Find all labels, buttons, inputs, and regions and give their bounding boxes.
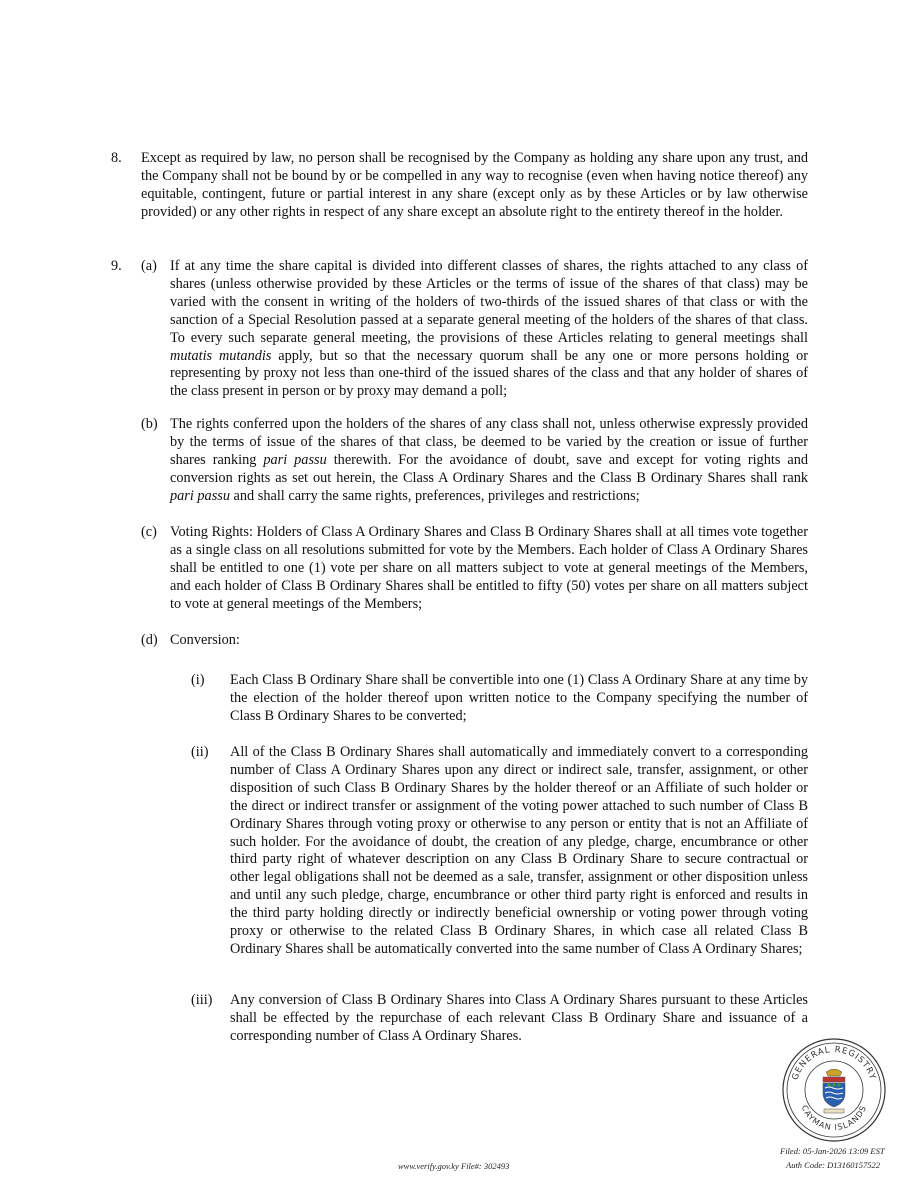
clause-9b-text: The rights conferred upon the holders of the shares of any class shall not, unless otherwise expressly provided by the terms of issue of the shares of that class, be deemed to be varied by the creation or issue of further shares ranking pari passu therewith. For the avoidance of doubt, save and except for voting rights and conversion rights as set out herein, the Class A Ordinary Shares and the Class B Ordinary Shares shall rank pari passu and shall carry the same rights, preferences, privileges and restrictions; xyxy=(170,416,808,504)
clause-9-number: 9. xyxy=(111,258,122,274)
clause-9b-label: (b) xyxy=(141,416,158,432)
footer-filed: Filed: 05-Jan-2026 13:09 EST xyxy=(780,1146,885,1156)
clause-8-text: Except as required by law, no person shall be recognised by the Company as holding any share upon any trust, and the Company shall not be bound by or be compelled in any way to recognise (even when having notice thereof) any equitable, contingent, future or partial interest in any share (except only as by these Articles or by law otherwise provided) or any other rights in respect of any share except an absolute right to the entirety thereof in the holder. xyxy=(141,150,808,220)
clause-9d-ii-label: (ii) xyxy=(191,744,209,760)
clause-9d-iii-label: (iii) xyxy=(191,992,213,1008)
general-registry-seal xyxy=(780,1036,888,1144)
footer-verify: www.verify.gov.ky File#: 302493 xyxy=(398,1161,510,1171)
clause-9d-label: (d) xyxy=(141,632,158,648)
seal-bottom-text: CAYMAN ISLANDS xyxy=(799,1103,869,1133)
clause-9d-i-text: Each Class B Ordinary Share shall be convertible into one (1) Class A Ordinary Share at any time by the election of the holder thereof upon written notice to the Company specifying the number of Class B Ordinary Shares to be converted; xyxy=(230,672,808,724)
clause-9d-ii-text: All of the Class B Ordinary Shares shall automatically and immediately convert to a corresponding number of Class A Ordinary Shares upon any direct or indirect sale, transfer, assignment, or other disposition of such Class B Ordinary Shares by the holder thereof or an Affiliate of such holder or the direct or indirect transfer or assignment of the voting power attached to such number of Class B Ordinary Shares through voting proxy or otherwise to any person or entity that is not an Affiliate of such holder. For the avoidance of doubt, the creation of any pledge, charge, encumbrance or other third party right of whatever description on any Class B Ordinary Share to secure contractual or other legal obligations shall not be deemed as a sale, transfer, assignment or other disposition unless and until any such pledge, charge, encumbrance or other third party right is enforced and results in the third party holding directly or indirectly beneficial ownership or voting power through voting proxy or otherwise to the related Class B Ordinary Shares, in which case all related Class B Ordinary Shares shall be automatically converted into the same number of Class A Ordinary Shares; xyxy=(230,744,808,957)
coat-of-arms-icon xyxy=(823,1069,845,1113)
footer-auth-code: Auth Code: D13160157522 xyxy=(786,1160,880,1170)
seal-top-text: GENERAL REGISTRY xyxy=(790,1044,878,1082)
clause-8-number: 8. xyxy=(111,150,122,166)
clause-9d-iii-text: Any conversion of Class B Ordinary Shares into Class A Ordinary Shares pursuant to these Articles shall be effected by the repurchase of each relevant Class B Ordinary Share and issuance of a corresponding number of Class A Ordinary Shares. xyxy=(230,992,808,1044)
clause-9d-i-label: (i) xyxy=(191,672,205,688)
clause-9d-heading: Conversion: xyxy=(170,632,240,648)
clause-9c-text: Voting Rights: Holders of Class A Ordinary Shares and Class B Ordinary Shares shall at all times vote together as a single class on all resolutions submitted for vote by the Members. Each holder of Class A Ordinary Shares shall be entitled to one (1) vote per share on all matters subject to vote at general meetings of the Members, and each holder of Class B Ordinary Shares shall be entitled to fifty (50) votes per share on all matters subject to vote at general meetings of the Members; xyxy=(170,524,808,612)
clause-9a-label: (a) xyxy=(141,258,157,274)
clause-9c-label: (c) xyxy=(141,524,157,540)
clause-9a-text: If at any time the share capital is divided into different classes of shares, the rights attached to any class of shares (unless otherwise provided by these Articles or the terms of issue of the shares of that class) may be varied with the consent in writing of the holders of two-thirds of the issued shares of that class or with the sanction of a Special Resolution passed at a separate general meeting of the holders of the shares of that class. To every such separate general meeting, the provisions of these Articles relating to general meetings shall mutatis mutandis apply, but so that the necessary quorum shall be any one or more persons holding or representing by proxy not less than one-third of the issued shares of the class and that any holder of shares of the class present in person or by proxy may demand a poll; xyxy=(170,258,808,400)
